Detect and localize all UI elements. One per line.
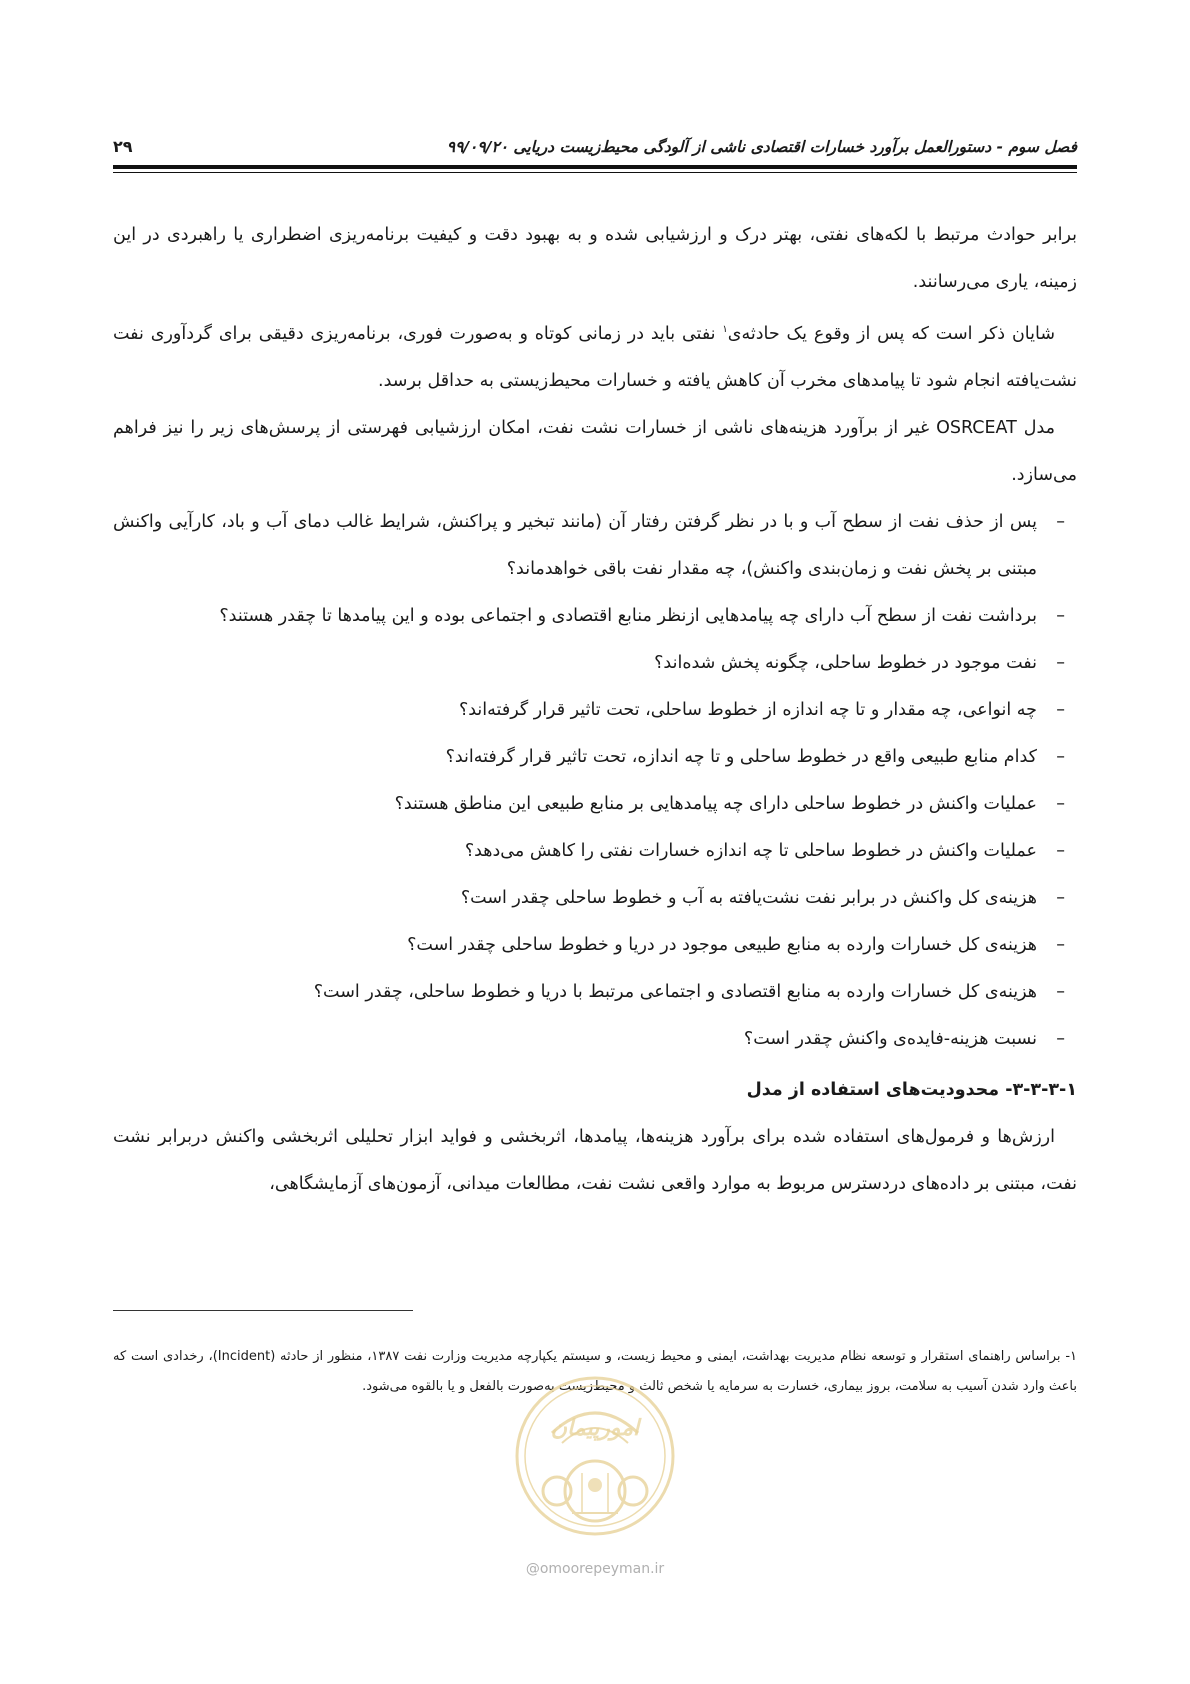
list-item-text: عملیات واکنش در خطوط ساحلی دارای چه پیامدهایی بر منابع طبیعی این مناطق هستند؟ (394, 793, 1037, 814)
bullet-dash: – (1056, 605, 1065, 626)
list-item (113, 781, 1065, 828)
page-number: ۲۹ (113, 137, 133, 156)
bullet-dash: – (1056, 934, 1065, 955)
list-item-text: عملیات واکنش در خطوط ساحلی تا چه اندازه خسارات نفتی را کاهش می‌دهد؟ (464, 840, 1037, 861)
list-item (113, 640, 1065, 687)
bullet-dash: – (1056, 793, 1065, 814)
bullet-dash: – (1056, 840, 1065, 861)
list-item (113, 499, 1065, 593)
list-item-text: پس از حذف نفت از سطح آب و با در نظر گرفتن رفتار آن (مانند تبخیر و پراکنش، شرایط غالب دمای آب و باد، کارآیی واکنش مبتنی بر پخش نفت و زمان‌بندی واکنش)، چه مقدار نفت باقی خواهدماند؟ (113, 511, 1037, 579)
bullet-dash: – (1056, 1028, 1065, 1049)
list-item-text: نفت موجود در خطوط ساحلی، چگونه پخش شده‌اند؟ (654, 652, 1037, 673)
list-item-text: نسبت هزینه-فایده‌ی واکنش چقدر است؟ (743, 1028, 1037, 1049)
list-item (113, 922, 1065, 969)
paragraph-continuation: برابر حوادث مرتبط با لکه‌های نفتی، بهتر درک و ارزشیابی شده و به بهبود دقت و کیفیت برنامه‌ریزی اضطراری یا راهبردی در این زمینه، یاری می‌رسانند. (113, 225, 1077, 292)
body-text (113, 212, 1077, 1208)
running-header (113, 128, 1077, 156)
list-item-text: برداشت نفت از سطح آب دارای چه پیامدهایی ازنظر منابع اقتصادی و اجتماعی بوده و این پیامدها تا چقدر هستند؟ (219, 605, 1037, 626)
footnote-reference[interactable]: ۱ (722, 324, 728, 335)
bullet-dash: – (1056, 652, 1065, 673)
bullet-dash: – (1056, 699, 1065, 720)
list-item (113, 828, 1065, 875)
list-item (113, 687, 1065, 734)
bullet-dash: – (1056, 511, 1065, 532)
header-title: فصل سوم - دستورالعمل برآورد خسارات اقتصادی ناشی از آلودگی محیط‌زیست دریایی ۹۹/۰۹/۲۰ (446, 138, 1077, 156)
section-heading: ۳-۳-۳-۱- محدودیت‌های استفاده از مدل (746, 1079, 1077, 1100)
list-item (113, 1016, 1065, 1063)
question-list (113, 499, 1077, 1063)
seal-logo-icon (512, 1373, 678, 1539)
bullet-dash: – (1056, 981, 1065, 1002)
list-item (113, 734, 1065, 781)
bullet-dash: – (1056, 746, 1065, 767)
footnote-separator (113, 1310, 413, 1311)
list-item-text: کدام منابع طبیعی واقع در خطوط ساحلی و تا چه اندازه، تحت تاثیر قرار گرفته‌اند؟ (445, 746, 1037, 767)
section-paragraph: ارزش‌ها و فرمول‌های استفاده شده برای برآورد هزینه‌ها، پیامدها، اثربخشی و فواید ابزار تحلیلی اثربخشی واکنش دربرابر نشت نفت، مبتنی بر داده‌های دردسترس مربوط به موارد واقعی نشت نفت، مطالعات میدانی، آزمون‌های آزمایشگاهی، (113, 1126, 1077, 1194)
paragraph-note-before: شایان ذکر است که پس از وقوع یک حادثه‌ی (727, 323, 1055, 344)
bullet-dash: – (1056, 887, 1065, 908)
watermark-url: @omoorepeyman.ir (525, 1561, 665, 1577)
paragraph-note (113, 306, 1077, 405)
list-item-text: هزینه‌ی کل خسارات وارده به منابع طبیعی موجود در دریا و خطوط ساحلی چقدر است؟ (407, 934, 1037, 955)
footnote-text: ۱- براساس راهنمای استقرار و توسعه نظام مدیریت بهداشت، ایمنی و محیط زیست، و سیستم یکپارچه مدیریت وزارت نفت ۱۳۸۷، منظور از حادثه (Incident)، رخدادی است که باعث وارد شدن آسیب به سلامت، بروز بیماری، خسارت به سرمایه یا شخص ثالث و محیط‌زیست به‌صورت بالفعل و یا بالقوه می‌شود. (113, 1349, 1077, 1394)
list-item (113, 875, 1065, 922)
list-item-text: هزینه‌ی کل واکنش در برابر نفت نشت‌یافته به آب و خطوط ساحلی چقدر است؟ (460, 887, 1037, 908)
list-item-text: هزینه‌ی کل خسارات وارده به منابع اقتصادی و اجتماعی مرتبط با دریا و خطوط ساحلی، چقدر است؟ (313, 981, 1037, 1002)
header-rule-thin (113, 172, 1077, 173)
paragraph-model-intro: مدل OSRCEAT غیر از برآورد هزینه‌های ناشی از خسارات نشت نفت، امکان ارزشیابی فهرستی از پرسش‌های زیر را نیز فراهم می‌سازد. (113, 417, 1077, 485)
list-item-text: چه انواعی، چه مقدار و تا چه اندازه از خطوط ساحلی، تحت تاثیر قرار گرفته‌اند؟ (458, 699, 1037, 720)
paragraph-note-after: نفتی باید در زمانی کوتاه و به‌صورت فوری، برنامه‌ریزی دقیقی برای گردآوری نفت نشت‌یافته انجام شود تا پیامدهای مخرب آن کاهش یافته و خسارات محیط‌زیستی به حداقل برسد. (113, 323, 1077, 391)
list-item (113, 969, 1065, 1016)
seal-script-text: امورپیمان (550, 1416, 640, 1441)
header-rule-thick (113, 165, 1077, 169)
list-item (113, 593, 1065, 640)
